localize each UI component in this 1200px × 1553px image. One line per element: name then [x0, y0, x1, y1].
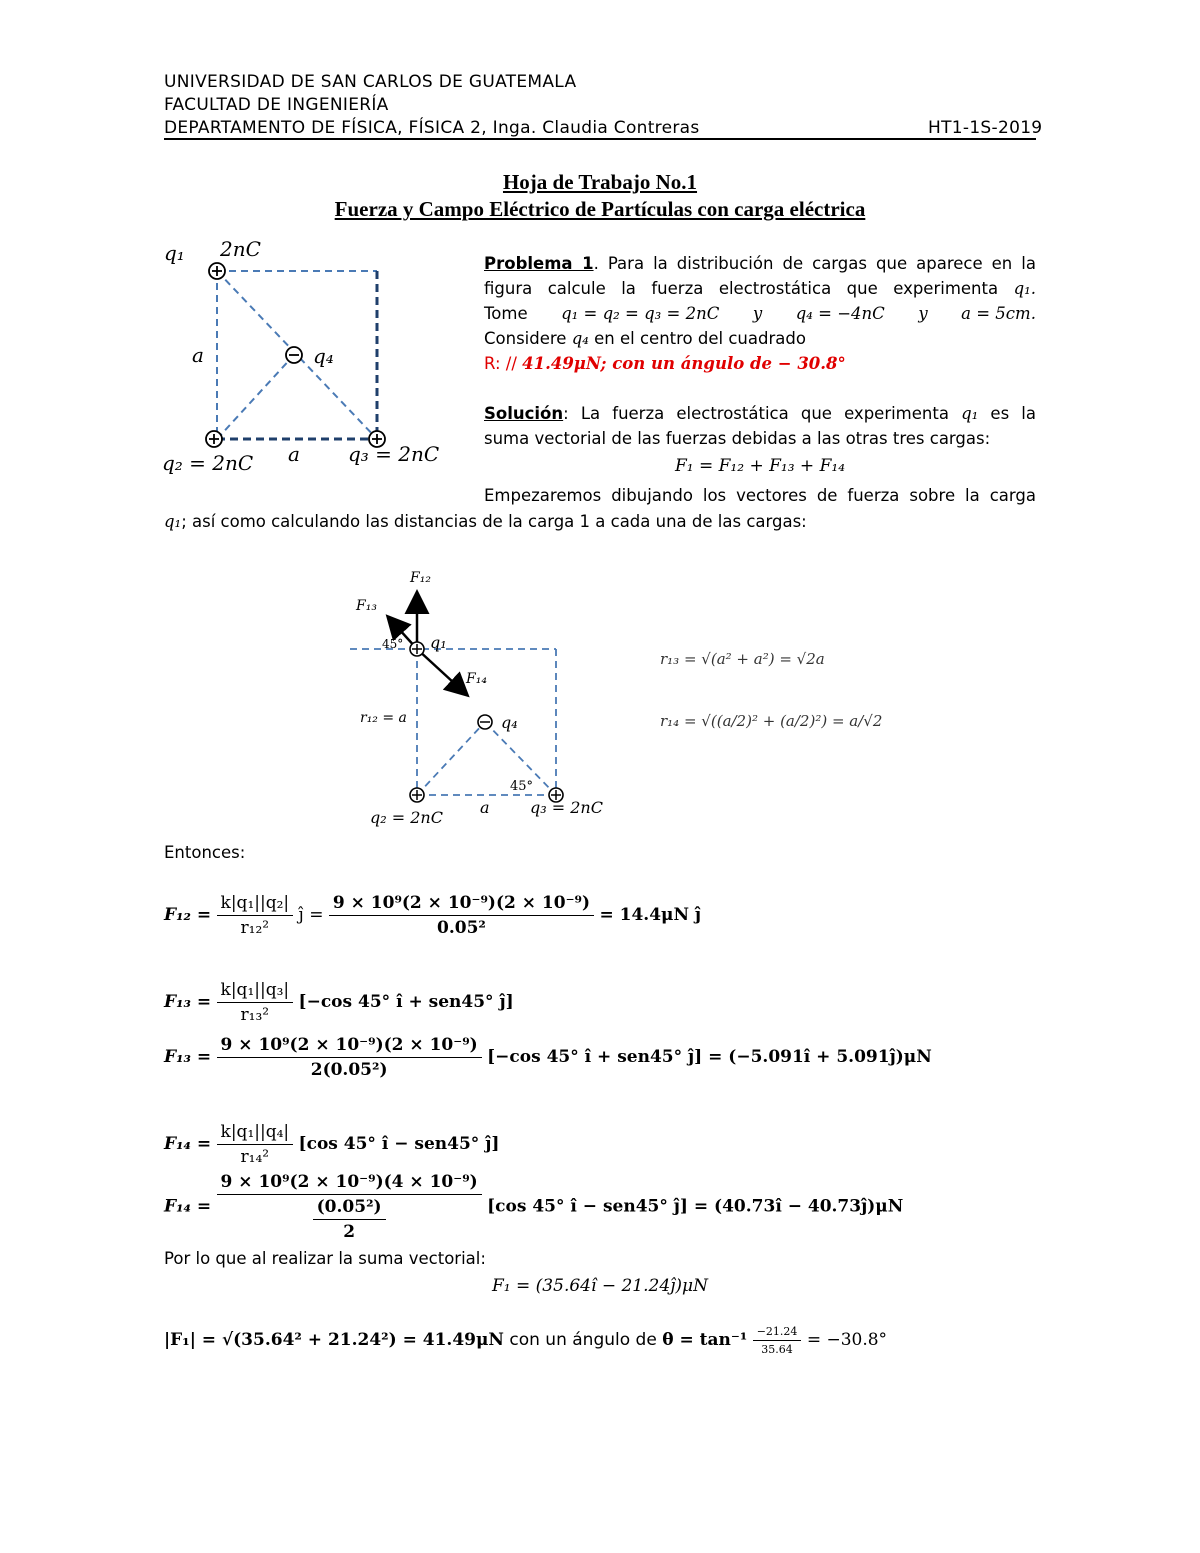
magnitude-tan: θ = tan⁻¹: [662, 1330, 748, 1350]
f14-num: k|q₁||q₄|: [217, 1122, 294, 1145]
fig2-q4: q₄: [501, 713, 518, 732]
solution-text-2: suma vectorial de las fuerzas debidas a las otras tres cargas:: [484, 429, 991, 448]
f13b-equation: [164, 1035, 932, 1080]
solution-line-4: [164, 509, 1036, 534]
force-sum-equation: F₁ = F₁₂ + F₁₃ + F₁₄: [674, 456, 846, 476]
problem-text-2: figura calcule la fuerza electrostática que experimenta: [484, 279, 999, 298]
problem-eq2: q₄ = −4nC: [795, 304, 885, 323]
f14-direction: [cos 45° î − sen45° ĵ]: [298, 1134, 500, 1154]
charge-square-figure: [150, 230, 460, 480]
header-rule: [164, 138, 1036, 140]
f14b-result: [cos 45° î − sen45° ĵ] = (40.73î − 40.73ĵ)μN: [487, 1196, 904, 1217]
magnitude-angle-label: con un ángulo de: [509, 1330, 657, 1350]
page-subtitle: Fuerza y Campo Eléctrico de Partículas con carga eléctrica: [334, 197, 866, 221]
fig2-angle-1: 45°: [382, 637, 404, 651]
problem-text-1: . Para la distribución de cargas que aparece en la: [593, 254, 1036, 273]
problem-q1: q₁.: [1013, 279, 1036, 298]
problem-eq3: a = 5cm.: [961, 304, 1036, 323]
f12-num2: 9 × 10⁹(2 × 10⁻⁹)(2 × 10⁻⁹): [329, 893, 594, 916]
fig2-q1: q₁: [430, 633, 447, 652]
problem-block: [484, 251, 1036, 376]
fig2-F13: F₁₃: [356, 598, 377, 614]
magnitude-den: 35.64: [761, 1343, 793, 1356]
fig1-q1-value: 2nC: [220, 237, 261, 261]
f14b-num: 9 × 10⁹(2 × 10⁻⁹)(4 × 10⁻⁹): [217, 1172, 482, 1195]
force-vector-figure: [340, 550, 640, 840]
solution-label: Solución: [484, 404, 564, 423]
fig1-a-bottom: a: [288, 442, 300, 466]
fig2-F12: F₁₂: [410, 570, 431, 586]
f12-equation: [164, 893, 701, 938]
page-title: Hoja de Trabajo No.1: [502, 170, 698, 194]
problem-text-3q: q₄: [571, 329, 589, 348]
header-department: DEPARTAMENTO DE FÍSICA, FÍSICA 2, Inga. Claudia Contreras: [164, 118, 700, 138]
fig2-a: a: [480, 798, 490, 817]
f13-direction: [−cos 45° î + sen45° ĵ]: [298, 992, 514, 1012]
f1-result: F₁ = (35.64î − 21.24ĵ)μN: [492, 1276, 708, 1296]
f14b-den-den: 2: [343, 1222, 356, 1242]
fig2-q3: q₃ = 2nC: [530, 798, 603, 817]
header-code: HT1-1S-2019: [928, 118, 1043, 138]
f13b-num: 9 × 10⁹(2 × 10⁻⁹)(2 × 10⁻⁹): [217, 1035, 482, 1058]
solution-text-3: Empezaremos dibujando los vectores de fuerza sobre la carga: [484, 486, 1036, 505]
solution-text-4q: q₁: [164, 512, 182, 531]
entonces-label: Entonces:: [164, 843, 246, 862]
fig1-a-left: a: [192, 343, 204, 367]
problem-label: Problema 1: [484, 254, 594, 273]
f14b-den-num: (0.05²): [313, 1197, 386, 1220]
problem-text-3a: Considere: [484, 329, 567, 348]
f13-lhs: F₁₃ =: [164, 992, 212, 1012]
solution-q1: q₁: [961, 404, 979, 423]
f13-equation: [164, 980, 514, 1025]
problem-eq1: q₁ = q₂ = q₃ = 2nC: [561, 304, 720, 323]
solution-text-1: : La fuerza electrostática que experimenta: [563, 404, 949, 423]
solution-block: [484, 401, 1036, 451]
answer-prefix: R: //: [484, 354, 517, 373]
fig1-q1-label: q₁: [164, 241, 185, 265]
fig2-F14: F₁₄: [466, 671, 487, 687]
answer-value: 41.49μN; con un ángulo de − 30.8°: [522, 354, 846, 373]
f13b-fraction: [217, 1035, 482, 1080]
porlo-label: Por lo que al realizar la suma vectorial:: [164, 1249, 486, 1268]
f13-num: k|q₁||q₃|: [217, 980, 294, 1003]
solution-text-4: ; así como calculando las distancias de la carga 1 a cada una de las cargas:: [181, 512, 807, 531]
f13b-den: 2(0.05²): [310, 1060, 388, 1080]
fig1-q3-label: q₃ = 2nC: [348, 442, 440, 466]
r14-formula: r₁₄ = √((a/2)² + (a/2)²) = a/√2: [660, 712, 883, 730]
f13-fraction: [217, 980, 294, 1025]
f12-fraction: [217, 893, 294, 938]
f14-den: r₁₄²: [240, 1147, 270, 1167]
f12-unit: ĵ =: [298, 905, 324, 925]
f14b-equation: [164, 1172, 903, 1242]
magnitude-equation: [164, 1325, 887, 1356]
magnitude-fraction: [753, 1325, 802, 1356]
magnitude-num: −21.24: [753, 1325, 802, 1341]
header-faculty: FACULTAD DE INGENIERÍA: [164, 95, 389, 115]
magnitude-angle: = −30.8°: [806, 1330, 888, 1350]
f12-lhs: F₁₂ =: [164, 905, 212, 925]
f12-den: r₁₂²: [240, 918, 270, 938]
f12-result: = 14.4μN ĵ: [599, 905, 702, 925]
f12-den2: 0.05²: [437, 918, 486, 938]
fig2-q2: q₂ = 2nC: [370, 808, 443, 827]
f12-num: k|q₁||q₂|: [217, 893, 294, 916]
vector-F14: [417, 649, 466, 694]
f14b-lhs: F₁₄ =: [164, 1196, 212, 1217]
f14-fraction: [217, 1122, 294, 1167]
f14-equation: [164, 1122, 499, 1167]
f13b-lhs: F₁₃ =: [164, 1047, 212, 1067]
f13-den: r₁₃²: [240, 1005, 270, 1025]
fig1-q4-label: q₄: [313, 344, 334, 368]
f14-lhs: F₁₄ =: [164, 1134, 212, 1154]
fig2-angle-2: 45°: [510, 779, 534, 794]
magnitude-value: |F₁| = √(35.64² + 21.24²) = 41.49μN: [164, 1330, 504, 1350]
f14b-fraction: [217, 1172, 482, 1242]
problem-tome: Tome: [484, 304, 528, 323]
header-university: UNIVERSIDAD DE SAN CARLOS DE GUATEMALA: [164, 72, 577, 92]
problem-text-3b: en el centro del cuadrado: [594, 329, 806, 348]
problem-y2: y: [918, 304, 928, 323]
f13b-result: [−cos 45° î + sen45° ĵ] = (−5.091î + 5.091ĵ)μN: [487, 1047, 932, 1067]
fig1-q2-label: q₂ = 2nC: [162, 451, 254, 475]
r13-formula: r₁₃ = √(a² + a²) = √2a: [660, 650, 825, 668]
problem-y1: y: [752, 304, 763, 323]
solution-text-1b: es la: [990, 404, 1036, 423]
fig2-r12: r₁₂ = a: [360, 710, 407, 726]
f12-fraction-2: [329, 893, 594, 938]
